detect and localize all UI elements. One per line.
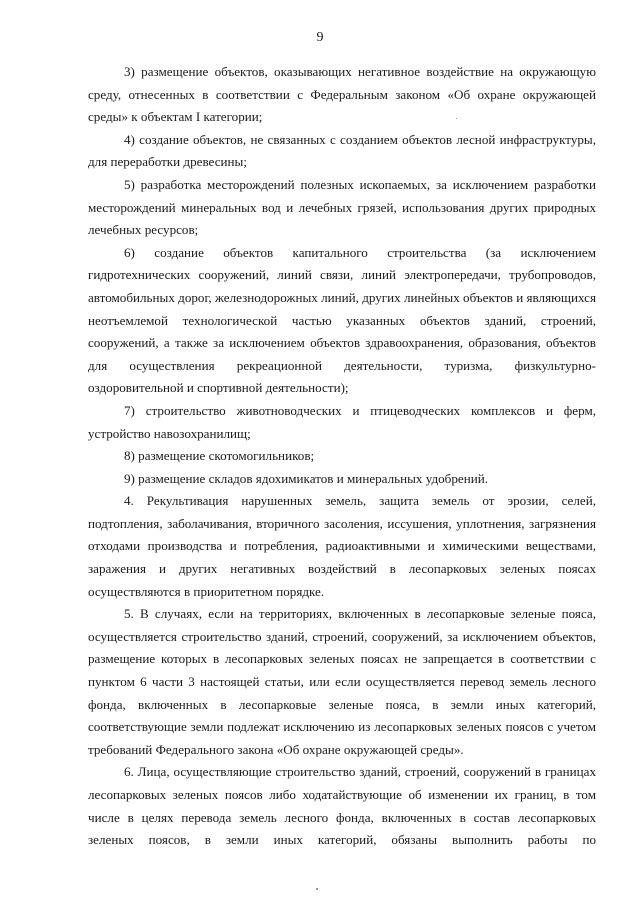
scan-speck bbox=[456, 118, 457, 119]
document-body bbox=[88, 61, 596, 852]
page-number: 9 bbox=[316, 30, 324, 45]
paragraph-item-6: 6) создание объектов капитального строительства (за исключением гидротехнических сооружений, линий связи, линий электропередачи, трубопроводов, автомобильных дорог, железнодорожных линий, других линейных объектов и являющихся неотъемлемой технологической частью указанных объектов зданий, строений, сооружений, а также за исключением объектов здравоохранения, образования, объектов для осуществления рекреационной деятельности, туризма, физкультурно-оздоровительной и спортивной деятельности); bbox=[88, 244, 596, 396]
paragraph-clause-4: 4. Рекультивация нарушенных земель, защита земель от эрозии, селей, подтопления, заболачивания, вторичного засоления, иссушения, уплотнения, загрязнения отходами производства и потребления, радиоактивными и химическими веществами, заражения и других негативных воздействий в лесопарковых зеленых поясах осуществляются в приоритетном порядке. bbox=[88, 493, 596, 599]
paragraph-item-3: 3) размещение объектов, оказывающих негативное воздействие на окружающую среду, отнесенных в соответствии с Федеральным законом «Об охране окружающей среды» к объектам I категории; bbox=[88, 64, 596, 125]
paragraph-clause-5: 5. В случаях, если на территориях, включенных в лесопарковые зеленые пояса, осуществляется строительство зданий, строений, сооружений, за исключением объектов, размещение которых в лесопарковых зеленых поясах не запрещается в соответствии с пунктом 6 части 3 настоящей статьи, или если осуществляется перевод земель лесного фонда, включенных в лесопарковые зеленые пояса, в земли иных категорий, соответствующие земли подлежат исключению из лесопарковых зеленых поясов с учетом требований Федерального закона «Об охране окружающей среды». bbox=[88, 606, 596, 757]
scan-speck bbox=[316, 888, 318, 890]
paragraph-item-7: 7) строительство животноводческих и птицеводческих комплексов и ферм, устройство навозохранилищ; bbox=[88, 402, 596, 441]
paragraph-item-5: 5) разработка месторождений полезных ископаемых, за исключением разработки месторождений минеральных вод и лечебных грязей, использования других природных лечебных ресурсов; bbox=[88, 176, 596, 238]
paragraph-item-4: 4) создание объектов, не связанных с созданием объектов лесной инфраструктуры, для переработки древесины; bbox=[88, 131, 596, 170]
paragraph-clause-6: 6. Лица, осуществляющие строительство зданий, строений, сооружений в границах лесопарковых зеленых поясов либо ходатайствующие об изменении их границ, в том числе в целях перевода земель лесного фонда, включенных в состав лесопарковых зеленых поясов, в земли иных категорий, обязаны выполнить работы по bbox=[88, 764, 596, 848]
paragraph-item-8: 8) размещение скотомогильников; bbox=[124, 448, 315, 464]
paragraph-item-9: 9) размещение складов ядохимикатов и минеральных удобрений. bbox=[124, 470, 488, 486]
